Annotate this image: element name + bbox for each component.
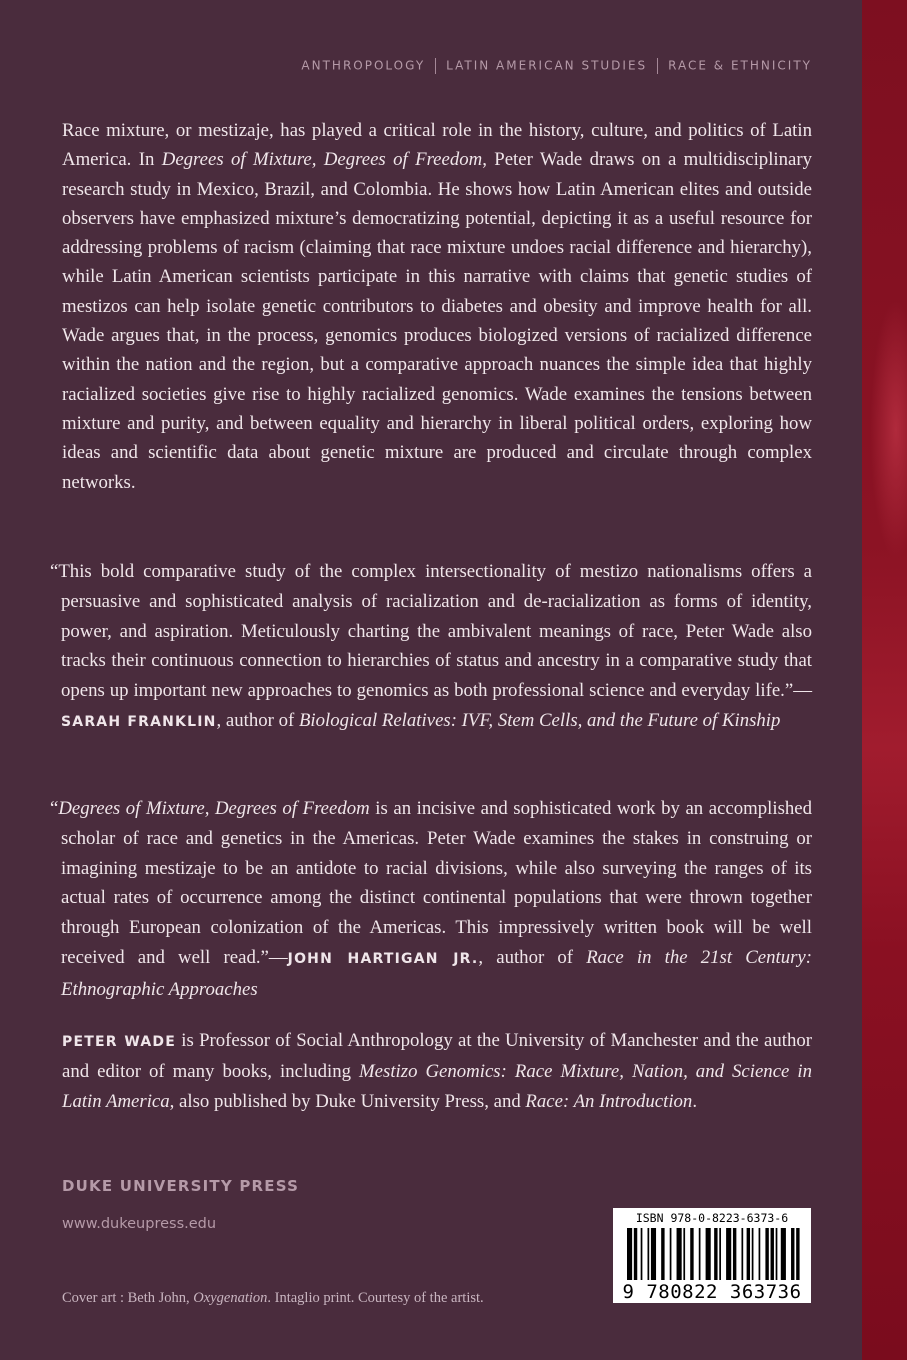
barcode-bar <box>714 1228 717 1280</box>
endorsement-franklin <box>50 557 812 738</box>
barcode-bar <box>791 1228 794 1280</box>
barcode-bar <box>765 1228 768 1280</box>
author-name: PETER WADE <box>62 1034 176 1050</box>
book-title: Degrees of Mixture, Degrees of Freedom <box>161 149 483 171</box>
bio-book-title: Mestizo Genomics: Race Mixture, Nation, and Science in Latin America <box>62 1061 813 1112</box>
subject-categories <box>0 58 812 74</box>
barcode-bar <box>771 1228 774 1280</box>
quote-connector: , author of <box>478 946 587 968</box>
barcode-bar <box>670 1228 672 1280</box>
quote-text: “This bold comparative study of the complex intersectionality of mestizo nationalisms offers a persuasive and sophisticated analysis of racialization and de-racialization as forms of identity, power, and aspiration. Meticulously charting the ambivalent meanings of race, Peter Wade also tracks their continuous connection to hierarchies of status and ancestry in a comparative study that opens up important new approaches to genomics as both professional science and everyday life.”— <box>50 561 812 702</box>
barcode-bar <box>641 1228 643 1280</box>
barcode-bar <box>726 1228 731 1280</box>
author-bio <box>62 1026 812 1117</box>
category-race-ethnicity: RACE & ETHNICITY <box>668 58 812 73</box>
book-description <box>62 116 812 497</box>
barcode-bar <box>683 1228 685 1280</box>
category-divider <box>435 58 436 74</box>
bio-text: , also published by Duke University Press, and <box>169 1091 526 1112</box>
quote-connector: , author of <box>216 709 299 731</box>
barcode-bar <box>648 1228 650 1280</box>
author-work: Biological Relatives: IVF, Stem Cells, and the Future of Kinship <box>298 709 781 731</box>
isbn-barcode <box>613 1208 811 1303</box>
barcode-bar <box>752 1228 754 1280</box>
barcode-bar <box>699 1228 701 1280</box>
category-anthropology: ANTHROPOLOGY <box>301 58 426 73</box>
publisher-name: DUKE UNIVERSITY PRESS <box>62 1177 300 1195</box>
quote-open: “ <box>50 798 59 819</box>
description-text: , Peter Wade draws on a multidisciplinary research study in Mexico, Brazil, and Colombia. He shows how Latin American elites and outside observers have emphasized mixture’s democratizing potential, depicting it as a useful resource for addressing problems of racism (claiming that race mixture undoes racial difference and hierarchy), while Latin American scientists participate in this narrative with claims that genetic studies of mestizos can help isolate genetic contributors to diabetes and obesity and improve health for all. Wade argues that, in the process, genomics produces biologized versions of racialized difference within the nation and the region, but a comparative approach nuances the simple idea that highly racialized societies give rise to highly racialized genomics. Wade examines the tensions between mixture and purity, and between equality and hierarchy in liberal political orders, exploring how ideas and scientific data about genetic mixture are produced and circulate through complex networks. <box>62 149 813 493</box>
barcode-bar <box>733 1228 736 1280</box>
bio-text: . <box>692 1091 698 1112</box>
barcode-bar <box>634 1228 637 1280</box>
artwork-title: Oxygenation <box>193 1290 268 1306</box>
barcode-bar <box>706 1228 711 1280</box>
barcode-bar <box>677 1228 682 1280</box>
cover-art-credit <box>62 1290 484 1307</box>
barcode-bars <box>627 1228 803 1280</box>
quote-text: is an incisive and sophisticated work by an accomplished scholar of race and genetics in the Americas. Peter Wade examines the stakes in construing or imagining mestizaje to be an antidote to racial divisions, while also surveying the ranges of its actual rates of occurrence among the distinct continental populations that were thrown together through European colonization of the Americas. This impressively written book will be well received and well read.”— <box>61 798 812 968</box>
barcode-bar <box>719 1228 721 1280</box>
bio-book-title: Race: An Introduction <box>525 1091 693 1112</box>
quote-author: SARAH FRANKLIN <box>61 713 217 730</box>
description-text: Race mixture, or mestizaje, has played a critical role in the history, culture, and politics of Latin America. In <box>62 120 812 171</box>
barcode-bar <box>747 1228 750 1280</box>
barcode-bar <box>661 1228 664 1280</box>
credit-suffix: . Intaglio print. Courtesy of the artist. <box>267 1290 484 1306</box>
isbn-label: ISBN 978-0-8223-6373-6 <box>635 1211 789 1225</box>
barcode-bar <box>690 1228 693 1280</box>
barcode-digits: 9 780822 363736 <box>622 1281 802 1303</box>
quote-author: JOHN HARTIGAN JR. <box>287 950 479 967</box>
bio-text: is Professor of Social Anthropology at the University of Manchester and the author and editor of many books, including <box>62 1030 812 1082</box>
barcode-bar <box>627 1228 632 1280</box>
barcode-bar <box>741 1228 743 1280</box>
author-work: Race in the 21st Century: Ethnographic Approaches <box>61 946 812 1000</box>
barcode-bar <box>651 1228 656 1280</box>
publisher-website[interactable]: www.dukeupress.edu <box>62 1216 217 1232</box>
barcode-bar <box>796 1228 799 1280</box>
credit-prefix: Cover art : Beth John, <box>62 1290 194 1306</box>
book-title: Degrees of Mixture, Degrees of Freedom <box>58 798 370 819</box>
spine-texture <box>870 300 907 560</box>
endorsement-hartigan <box>50 794 812 1005</box>
category-divider <box>657 58 658 74</box>
barcode-bar <box>759 1228 761 1280</box>
barcode-bar <box>776 1228 778 1280</box>
category-latin-american-studies: LATIN AMERICAN STUDIES <box>446 58 648 73</box>
barcode-bar <box>781 1228 786 1280</box>
spine-edge <box>862 0 907 1360</box>
